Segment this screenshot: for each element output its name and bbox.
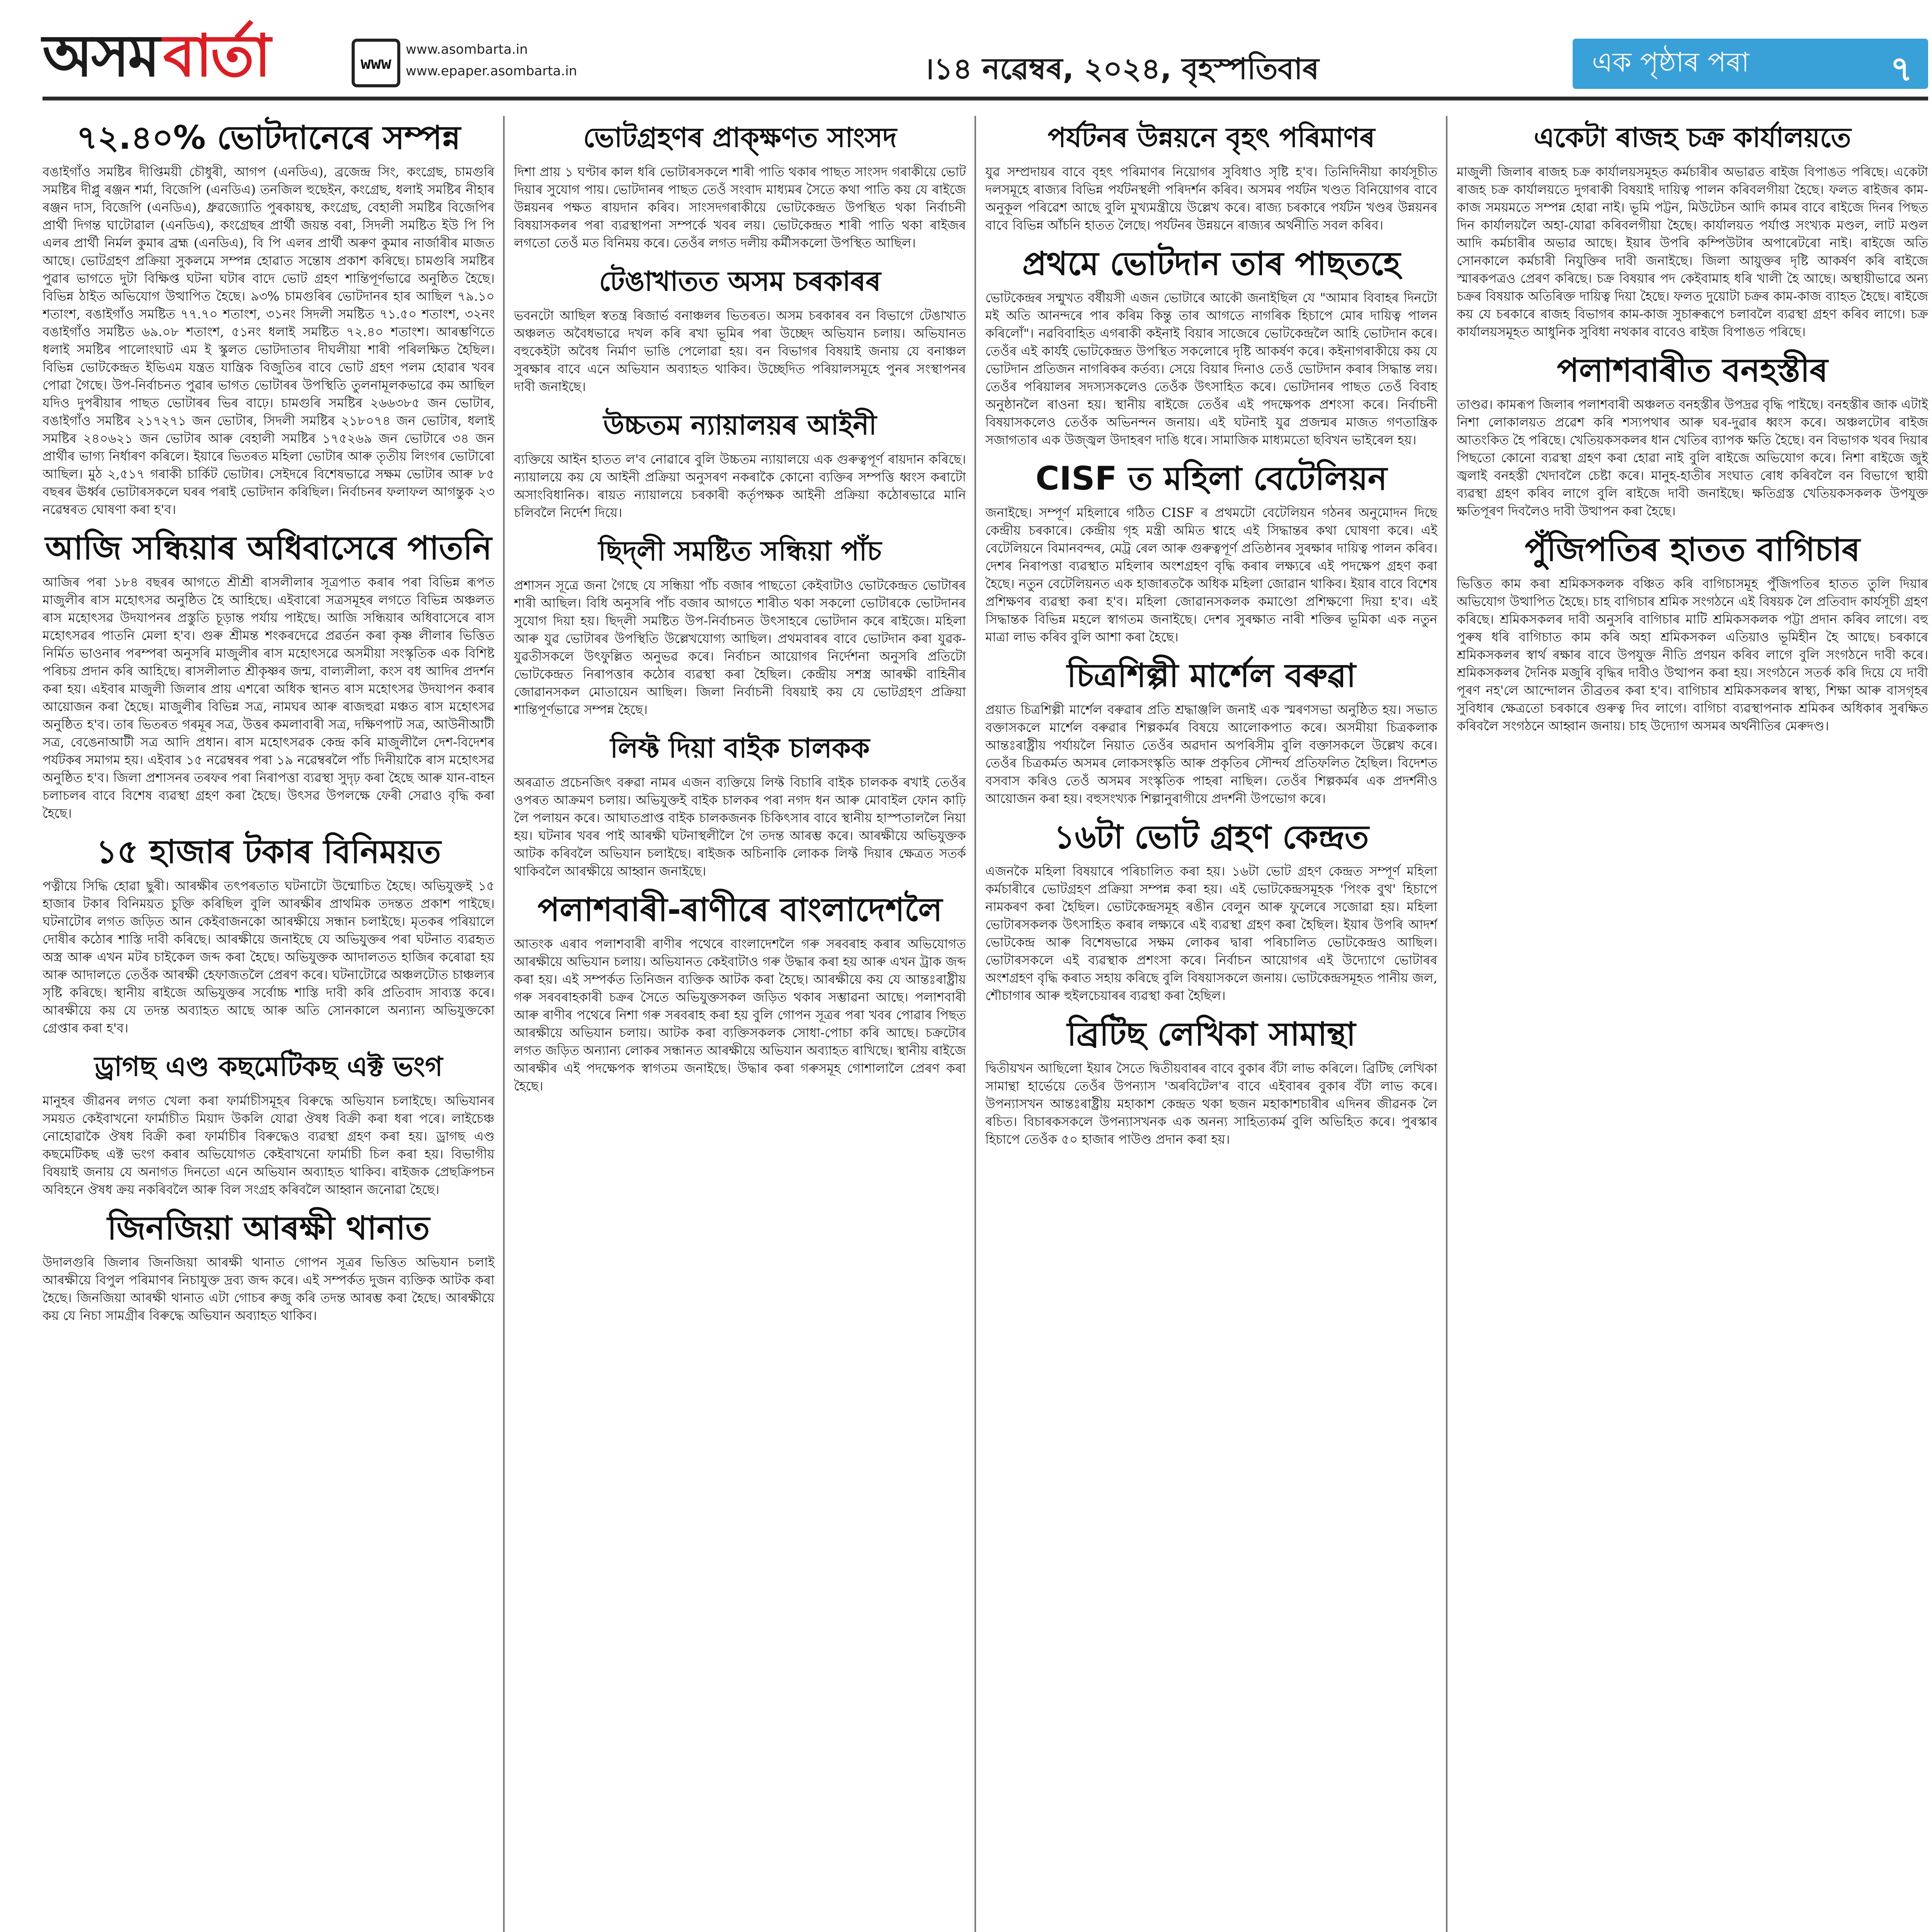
article xyxy=(43,530,495,822)
article-body: প্ৰয়াত চিত্ৰশিল্পী মাৰ্শেল বৰুৱাৰ প্ৰতি শ্ৰদ্ধাঞ্জলি জনাই এক স্মৰণসভা অনুষ্ঠিত হয়। সভাত বক্তাসকলে মাৰ্শেল বৰুৱাৰ শিল্পকৰ্মৰ বিষয়ে আলোকপাত কৰে। অসমীয়া চিত্ৰকলাক আন্তঃৰাষ্ট্ৰীয় পৰ্যায়লৈ নিয়াত তেওঁৰ অৱদান অপৰিসীম বুলি বক্তাসকলে উল্লেখ কৰে। তেওঁৰ চিত্ৰকৰ্মত অসমৰ লোকসংস্কৃতি আৰু প্ৰকৃতিৰ সৌন্দৰ্য প্ৰতিফলিত হৈছিল। বিদেশত বসবাস কৰিও তেওঁ অসমৰ সংস্কৃতিক পাহৰা নাছিল। তেওঁৰ শিল্পকৰ্মৰ এক প্ৰদৰ্শনীও আয়োজন কৰা হয়। বহুসংখ্যক শিল্পানুৰাগীয়ে প্ৰদৰ্শনী উপভোগ কৰে। xyxy=(985,702,1437,806)
article-headline: জিনজিয়া আৰক্ষী থানাত xyxy=(107,1209,430,1247)
continuation-badge xyxy=(1573,39,1928,89)
article xyxy=(1457,120,1928,341)
article-headline: লিফ্ট দিয়া বাইক চালকক xyxy=(610,732,870,764)
article-body: বঙাইগাঁও সমষ্টিৰ দীপ্তিময়ী চৌধুৰী, আগপ (এনডিএ), ব্ৰজেন্দ্ৰ সিং, কংগ্ৰেছ, চামগুৰি সমষ্টিৰ দীপ্লু ৰঞ্জন শৰ্মা, বিজেপি (এনডিএ) তনজিল হুছেইন, কংগ্ৰেছ, ধলাই সমষ্টিৰ নীহাৰ ৰঞ্জন দাস, বিজেপি (এনডিএ), ধ্ৰুৱজ্যোতি পুৰকায়স্থ, কংগ্ৰেছ, বেহালী সমষ্টিৰ বিজেপিৰ প্ৰাৰ্থী দিগন্ত ঘাটোৱাল (এনডিএ), কংগ্ৰেছৰ প্ৰাৰ্থী জয়ন্ত বৰা, সিদলী সমষ্টিত ইউ পি পি এলৰ প্ৰাৰ্থী নিৰ্মল কুমাৰ ব্ৰহ্ম (এনডিএ), বি পি এলৰ প্ৰাৰ্থী অৰুণ কুমাৰ নাৰ্জাৰীৰ মাজত আছে। ভোটগ্ৰহণ প্ৰক্ৰিয়া সুকলমে সম্পন্ন হোৱাত সন্তোষ প্ৰকাশ কৰিছে। চামগুৰি সমষ্টিৰ পুৱাৰ ভাগতে দুটা বিক্ষিপ্ত ঘটনা ঘটাৰ বাদে ভোট গ্ৰহণ শান্তিপূৰ্ণভাৱে অনুষ্ঠিত হৈছে। বিভিন্ন ঠাইত অভিযোগ উত্থাপিত হৈছে। ৯৩% চামগুৰিৰ ভোটদানৰ হাৰ আছিল ৭৯.১০ শতাংশ, বঙাইগাঁও সমষ্টিত ৭৭.৭০ শতাংশ, ৩১নং সিদলী সমষ্টিত ৭১.৫০ শতাংশ, ৩২নং বঙাইগাঁও সমষ্টিত ৬৯.০৮ শতাংশ, ৫১নং ধলাই সমষ্টিত ৭২.৪০ শতাংশ। আৰম্ভণিতে ধলাই সমষ্টিৰ পালোংঘাট এম ই স্কুলত ভোটদাতাৰ দীঘলীয়া শাৰী পৰিলক্ষিত হৈছিল। বিভিন্ন ভোটকেন্দ্ৰত ইভিএম যন্ত্ৰত যান্ত্ৰিক বিজুতিৰ বাবে ভোট গ্ৰহণ পলম হোৱাৰ খবৰ পোৱা গৈছে। উপ-নিৰ্বাচনত পুৱাৰ ভাগত ভোটাৰৰ উপস্থিতি তুলনামূলকভাৱে কম আছিল যদিও দুপৰীয়াৰ পাছত ভোটাৰৰ ভিৰ বাঢ়ে। চামগুৰি সমষ্টিৰ ২৬৬৩৮৫ জন ভোটাৰ, বঙাইগাঁও সমষ্টিৰ ২১৭২৭১ জন ভোটাৰ, সিদলী সমষ্টিৰ ২১৮০৭৪ জন ভোটাৰ, ধলাই সমষ্টিৰ ২৪০৬২১ জন ভোটাৰ আৰু বেহালী সমষ্টিৰ ১৭৫২৬৯ জন ভোটাৰে ৩৪ জন প্ৰাৰ্থীৰ ভাগ্য নিৰ্ধাৰণ কৰিলে। ইয়াৰে ভিতৰত মহিলা ভোটাৰ আৰু তৃতীয় লিংগৰ ভোটাৰো আছিল। মুঠ ২,৫১৭ গৰাকী চাৰ্কিট ভোটাৰ। সেইদৰে বিশেষভাৱে সক্ষম ভোটাৰ আৰু ৮৫ বছৰৰ ঊৰ্ধ্বৰ ভোটাৰসকলে ঘৰৰ পৰাই ভোটদান কৰিছিল। নিৰ্বাচনৰ ফলাফল আগন্তুক ২৩ নৱেম্বৰত ঘোষণা কৰা হ'ব। xyxy=(43,164,495,517)
article xyxy=(514,264,966,396)
article-headline: ভোটগ্ৰহণৰ প্ৰাক্ক্ষণত সাংসদ xyxy=(583,122,897,153)
article-body: তাণ্ডৱ। কামৰূপ জিলাৰ পলাশবাৰী অঞ্চলত বনহস্তীৰ উপদ্ৰৱ বৃদ্ধি পাইছে। বনহস্তীৰ জাক এটাই নিশা লোকালয়ত প্ৰৱেশ কৰি শস্যপথাৰ আৰু ঘৰ-দুৱাৰ ধ্বংস কৰে। অঞ্চলটোৰ ৰাইজ আতংকিত হৈ পৰিছে। খেতিয়কসকলৰ ধান খেতিৰ ব্যাপক ক্ষতি হৈছে। বন বিভাগক খবৰ দিয়াৰ পিছতো কোনো ব্যৱস্থা গ্ৰহণ কৰা হোৱা নাই বুলি ৰাইজে অভিযোগ কৰে। নিশা ৰাইজে জুই জ্বলাই বনহস্তী খেদাবলৈ চেষ্টা কৰে। মানুহ-হাতীৰ সংঘাত ৰোধ কৰিবলৈ বন বিভাগে স্থায়ী ব্যৱস্থা গ্ৰহণ কৰিব লাগে বুলি ৰাইজে দাবী জনাইছে। ক্ষতিগ্ৰস্ত খেতিয়কসকলক উপযুক্ত ক্ষতিপূৰণ দিবলৈও দাবী উত্থাপন কৰা হৈছে। xyxy=(1457,397,1928,519)
article-headline: ৭২.৪০% ভোটদানেৰে সম্পন্ন xyxy=(77,119,461,156)
article-headline: ড্ৰাগছ এণ্ড কছমেটিকছ এক্ট ভংগ xyxy=(94,1051,443,1082)
article-body: এজনকৈ মহিলা বিষয়াৰে পৰিচালিত কৰা হয়। ১৬টা ভোট গ্ৰহণ কেন্দ্ৰত সম্পূৰ্ণ মহিলা কৰ্মচাৰীৰে ভোটগ্ৰহণ প্ৰক্ৰিয়া সম্পন্ন কৰা হয়। এই ভোটকেন্দ্ৰসমূহক 'পিংক বুথ' হিচাপে নামকৰণ কৰা হৈছিল। ভোটকেন্দ্ৰসমূহ ৰঙীন বেলুন আৰু ফুলেৰে সজোৱা হয়। মহিলা ভোটাৰসকলক উৎসাহিত কৰাৰ লক্ষ্যৰে এই ব্যৱস্থা গ্ৰহণ কৰা হৈছিল। ইয়াৰ উপৰি আদৰ্শ ভোটকেন্দ্ৰ আৰু বিশেষভাৱে সক্ষম লোকৰ দ্বাৰা পৰিচালিত ভোটকেন্দ্ৰও আছিল। ভোটাৰসকলে এই ব্যৱস্থাক প্ৰশংসা কৰে। নিৰ্বাচন আয়োগৰ এই উদ্যোগে ভোটাৰৰ অংশগ্ৰহণ বৃদ্ধি কৰাত সহায় কৰিছে বুলি বিষয়াসকলে জনায়। ভোটকেন্দ্ৰসমূহত পানীয় জল, শৌচাগাৰ আৰু হুইলচেয়াৰৰ ব্যৱস্থা কৰা হৈছিল। xyxy=(985,864,1437,1003)
column-divider xyxy=(1446,116,1447,1932)
article xyxy=(43,834,495,1037)
article xyxy=(1457,532,1928,735)
article-headline: আজি সন্ধিয়াৰ অধিবাসেৰে পাতনি xyxy=(45,529,492,567)
article-headline: ১৬টা ভোট গ্ৰহণ কেন্দ্ৰত xyxy=(1054,818,1369,856)
issue-date: ।১৪ নৱেম্বৰ, ২০২৪, বৃহস্পতিবাৰ xyxy=(923,51,1319,86)
article-body: মাজুলী জিলাৰ ৰাজহ চক্ৰ কাৰ্যালয়সমূহত কৰ্মচাৰীৰ অভাৱত ৰাইজ বিপাঙত পৰিছে। একেটা ৰাজহ চক্ৰ কাৰ্যালয়তে দুগৰাকী বিষয়াই দায়িত্ব পালন কৰিবলগীয়া হৈছে। ফলত ৰাইজৰ কাম-কাজ সময়মতে সম্পন্ন হোৱা নাই। ভূমি পট্টন, মিউটেচন আদি কামৰ বাবে ৰাইজে দিনৰ পিছত দিন কাৰ্যালয়লৈ অহা-যোৱা কৰিবলগীয়া হৈছে। কাৰ্যালয়ত পৰ্যাপ্ত সংখ্যক মণ্ডল, লাট মণ্ডল আদি কৰ্মচাৰীৰ অভাৱ আছে। ইয়াৰ উপৰি কম্পিউটাৰ অপাৰেটৰো নাই। ৰাইজে অতি সোনকালে কৰ্মচাৰী নিযুক্তিৰ দাবী জনাইছে। জিলা আয়ুক্তৰ দৃষ্টি আকৰ্ষণ কৰি ৰাইজে স্মাৰকপত্ৰও প্ৰেৰণ কৰিছে। চক্ৰ বিষয়াৰ পদ কেইবামাহ ধৰি খালী হৈ আছে। অস্থায়ীভাৱে অন্য চক্ৰৰ বিষয়াক অতিৰিক্ত দায়িত্ব দিয়া হৈছে। ফলত দুয়োটা চক্ৰৰ কাম-কাজ ব্যাহত হৈছে। ৰাইজে কয় যে চৰকাৰে ৰাজহ বিভাগৰ কাম-কাজ সুচাৰুৰূপে চলাবলৈ ব্যৱস্থা গ্ৰহণ কৰিব লাগে। চক্ৰ কাৰ্যালয়সমূহত আধুনিক সুবিধা নথকাৰ বাবেও ৰাইজ বিপাঙত পৰিছে। xyxy=(1457,164,1928,339)
article-body: ভিত্তিত কাম কৰা শ্ৰমিকসকলক বঞ্চিত কৰি বাগিচাসমূহ পুঁজিপতিৰ হাতত তুলি দিয়াৰ অভিযোগ উত্থাপিত হৈছে। চাহ বাগিচাৰ শ্ৰমিক সংগঠনে এই বিষয়ক লৈ প্ৰতিবাদ কাৰ্যসূচী গ্ৰহণ কৰিছে। শ্ৰমিকসকলৰ দাবী অনুসৰি বাগিচাৰ মাটি শ্ৰমিকসকলক পট্টা প্ৰদান কৰিব লাগে। বহু পুৰুষ ধৰি বাগিচাত কাম কৰি অহা শ্ৰমিকসকল এতিয়াও ভূমিহীন হৈ আছে। চৰকাৰে শ্ৰমিকসকলৰ স্বাৰ্থ ৰক্ষাৰ বাবে উপযুক্ত নীতি প্ৰণয়ন কৰিব লাগে বুলি সংগঠনে দাবী কৰে। শ্ৰমিকসকলৰ দৈনিক মজুৰি বৃদ্ধিৰ দাবীও উত্থাপন কৰা হয়। সংগঠনে সতৰ্ক কৰি দিয়ে যে দাবী পূৰণ নহ'লে আন্দোলন তীব্ৰতৰ কৰা হ'ব। বাগিচাৰ শ্ৰমিকসকলৰ স্বাস্থ্য, শিক্ষা আৰু বাসগৃহৰ সুবিধাৰ ক্ষেত্ৰতো চৰকাৰে গুৰুত্ব দিব লাগে। বাগিচা ব্যৱস্থাপনাক শ্ৰমিকৰ অধিকাৰ সুৰক্ষিত কৰিবলৈ সংগঠনে আহ্বান জনায়। চাহ উদ্যোগ অসমৰ অৰ্থনীতিৰ মেৰুদণ্ড। xyxy=(1457,576,1928,733)
article xyxy=(985,819,1437,1005)
article xyxy=(985,246,1437,449)
article-body: ভোটকেন্দ্ৰৰ সন্মুখত বৰ্ষীয়সী এজন ভোটাৰে আকৌ জনাইছিল যে "আমাৰ বিবাহৰ দিনটো মই অতি আনন্দৰে পাৰ কৰিম কিন্তু তাৰ আগতে নাগৰিক হিচাপে মোৰ দায়িত্ব পালন কৰিলোঁ"। নৱবিবাহিত এগৰাকী কইনাই বিয়াৰ সাজেৰে ভোটকেন্দ্ৰলৈ আহি ভোটদান কৰে। তেওঁৰ এই কাৰ্যই ভোটকেন্দ্ৰত উপস্থিত সকলোৰে দৃষ্টি আকৰ্ষণ কৰে। কইনাগৰাকীয়ে কয় যে ভোটদান প্ৰতিজন নাগৰিকৰ কৰ্তব্য। সেয়ে বিয়াৰ দিনাও তেওঁ ভোটদান কৰাৰ সিদ্ধান্ত লয়। তেওঁৰ পৰিয়ালৰ সদস্যসকলেও তেওঁক উৎসাহিত কৰে। ভোটদানৰ পাছত তেওঁ বিবাহ অনুষ্ঠানলৈ ৰাওনা হয়। স্থানীয় ৰাইজে তেওঁৰ এই পদক্ষেপক প্ৰশংসা কৰে। নিৰ্বাচনী বিষয়াসকলেও তেওঁক অভিনন্দন জনায়। এই ঘটনাই যুৱ প্ৰজন্মৰ মাজত গণতান্ত্ৰিক সজাগতাৰ এক উজ্জ্বল উদাহৰণ দাঙি ধৰে। সামাজিক মাধ্যমতো ছবিখন ভাইৰেল হয়। xyxy=(985,290,1437,447)
column-divider xyxy=(975,116,976,1932)
article-body: মানুহৰ জীৱনৰ লগত খেলা কৰা ফাৰ্মাচীসমূহৰ বিৰুদ্ধে অভিযান চলাইছে। অভিযানৰ সময়ত কেইবাখনো ফাৰ্মাচীত মিয়াদ উকলি যোৱা ঔষধ বিক্ৰী কৰা ধৰা পৰে। লাইচেঞ্চ নোহোৱাকৈ ঔষধ বিক্ৰী কৰা ফাৰ্মাচীৰ বিৰুদ্ধেও ব্যৱস্থা গ্ৰহণ কৰা হয়। ড্ৰাগছ এণ্ড কছমেটিকছ এক্ট ভংগ কৰাৰ অভিযোগত কেইবাখনো ফাৰ্মাচী চিল কৰা হয়। বিভাগীয় বিষয়াই জনায় যে অনাগত দিনতো এনে অভিযান অব্যাহত থাকিব। ৰাইজক প্ৰেছক্ৰিপচন অবিহনে ঔষধ ক্ৰয় নকৰিবলৈ আৰু বিল সংগ্ৰহ কৰিবলৈ আহ্বান জনোৱা হৈছে। xyxy=(43,1093,495,1197)
article-body: দিশা প্ৰায় ১ ঘণ্টাৰ কাল ধৰি ভোটাৰসকলে শাৰী পাতি থকাৰ পাছত সাংসদ গৰাকীয়ে ভোট দিয়াৰ সুযোগ পায়। ভোটদানৰ পাছত তেওঁ সংবাদ মাধ্যমৰ সৈতে কথা পাতি কয় যে ৰাইজে উন্নয়নৰ পক্ষত ৰায়দান কৰিব। সাংসদগৰাকীয়ে ভোটকেন্দ্ৰত উপস্থিত থকা নিৰ্বাচনী বিষয়াসকলৰ পৰা ব্যৱস্থাপনা সম্পৰ্কে খবৰ লয়। ভোটকেন্দ্ৰত শাৰী পাতি থকা ৰাইজৰ লগতো তেওঁ মত বিনিময় কৰে। তেওঁৰ লগত দলীয় কৰ্মীসকলো উপস্থিত আছিল। xyxy=(514,164,966,250)
article-headline: পলাশবাৰী-ৰাণীৰে বাংলাদেশলৈ xyxy=(537,891,942,929)
article xyxy=(1457,352,1928,520)
web-icon-label: www xyxy=(361,53,391,73)
article xyxy=(985,461,1437,646)
continuation-label: এক পৃষ্ঠাৰ পৰা xyxy=(1592,46,1749,78)
website-url[interactable]: www.asombarta.in xyxy=(406,42,528,57)
column-2 xyxy=(514,116,966,1932)
article-body: প্ৰশাসন সূত্ৰে জনা গৈছে যে সন্ধিয়া পাঁচ বজাৰ পাছতো কেইবাটাও ভোটকেন্দ্ৰত ভোটাৰৰ শাৰী আছিল। বিধি অনুসৰি পাঁচ বজাৰ আগতে শাৰীত থকা সকলো ভোটাৰকে ভোটদানৰ সুযোগ দিয়া হয়। ছিদ্লী সমষ্টিত উপ-নিৰ্বাচনত উৎসাহৰে ভোটদান কৰে ৰাইজে। মহিলা আৰু যুৱ ভোটাৰৰ উপস্থিতি উল্লেখযোগ্য আছিল। প্ৰথমবাৰৰ বাবে ভোটদান কৰা যুৱক-যুৱতীসকলে উৎফুল্লিত অনুভৱ কৰে। নিৰ্বাচন আয়োগৰ নিৰ্দেশনা অনুসৰি প্ৰতিটো ভোটকেন্দ্ৰত নিৰাপত্তাৰ কঠোৰ ব্যৱস্থা কৰা হৈছিল। কেন্দ্ৰীয় সশস্ত্ৰ আৰক্ষী বাহিনীৰ জোৱানসকল মোতায়েন আছিল। জিলা নিৰ্বাচনী বিষয়াই কয় যে ভোটগ্ৰহণ প্ৰক্ৰিয়া শান্তিপূৰ্ণভাৱে সম্পন্ন হৈছে। xyxy=(514,578,966,717)
article-headline: উচ্চতম ন্যায়ালয়ৰ আইনী xyxy=(603,409,877,441)
article-headline: ছিদ্লী সমষ্টিত সন্ধিয়া পাঁচ xyxy=(598,535,882,567)
article-body: আতংক এৰাব পলাশবাৰী ৰাণীৰ পথেৰে বাংলাদেশলৈ গৰু সৰবৰাহ কৰাৰ অভিযোগত আৰক্ষীয়ে অভিযান চলায়। অভিযানত কেইবাটাও গৰু উদ্ধাৰ কৰা হয় আৰু এখন ট্ৰাক জব্দ কৰা হয়। এই সম্পৰ্কত তিনিজন ব্যক্তিক আটক কৰা হৈছে। আৰক্ষীয়ে কয় যে আন্তঃৰাষ্ট্ৰীয় গৰু সৰবৰাহকাৰী চক্ৰৰ সৈতে অভিযুক্তসকল জড়িত থকাৰ সম্ভাৱনা আছে। পলাশবাৰী আৰু ৰাণীৰ পথেৰে নিশা গৰু সৰবৰাহ কৰা হয় বুলি গোপন সূত্ৰৰ পৰা খবৰ পোৱাৰ পিছত আৰক্ষীয়ে অভিযান চলায়। আটক কৰা ব্যক্তিসকলক সোধা-পোচা কৰি আছে। চক্ৰটোৰ লগত জড়িত অন্যান্য লোকৰ সন্ধানত আৰক্ষীয়ে অভিযান অব্যাহত ৰাখিছে। স্থানীয় ৰাইজে আৰক্ষীৰ এই পদক্ষেপক স্বাগতম জনাইছে। উদ্ধাৰ কৰা গৰুসমূহ গোশালালৈ প্ৰেৰণ কৰা হৈছে। xyxy=(514,936,966,1094)
article-body: পত্নীয়ে সিদ্ধি হোৱা ছুৰী। আৰক্ষীৰ তৎপৰতাত ঘটনাটো উন্মোচিত হৈছে। অভিযুক্তই ১৫ হাজাৰ টকাৰ বিনিময়ত চুক্তি কৰিছিল বুলি আৰক্ষীৰ প্ৰাথমিক তদন্তত প্ৰকাশ পাইছে। ঘটনাটোৰ লগত জড়িত আন কেইবাজনকো আৰক্ষীয়ে সন্ধান চলাইছে। মৃতকৰ পৰিয়ালে দোষীৰ কঠোৰ শাস্তি দাবী কৰিছে। আৰক্ষীয়ে জনাইছে যে অভিযুক্তৰ পৰা ঘটনাত ব্যৱহৃত অস্ত্ৰ আৰু এখন মটৰ চাইকেল জব্দ কৰা হৈছে। অভিযুক্তক আদালতত হাজিৰ কৰোৱা হয় আৰু আদালতে তেওঁক আৰক্ষী হেফাজতলৈ প্ৰেৰণ কৰে। ঘটনাটোৱে অঞ্চলটোত চাঞ্চল্যৰ সৃষ্টি কৰিছে। স্থানীয় ৰাইজে অভিযুক্তৰ সৰ্বোচ্চ শাস্তি দাবী কৰি প্ৰতিবাদ সাব্যস্ত কৰে। আৰক্ষীয়ে কয় যে তদন্ত অব্যাহত আছে আৰু অতি সোনকালে অন্যান্য অভিযুক্তকো গ্ৰেপ্তাৰ কৰা হ'ব। xyxy=(43,878,495,1036)
web-icon xyxy=(352,39,400,87)
article xyxy=(985,658,1437,808)
article-headline: প্ৰথমে ভোটদান তাৰ পাছতহে xyxy=(1022,245,1401,282)
article-body: দ্বিতীয়খন আছিলো ইয়াৰ সৈতে দ্বিতীয়বাৰৰ বাবে বুকাৰ বঁটা লাভ কৰিলে। ব্ৰিটিছ লেখিকা সামান্থা হাৰ্ভেয়ে তেওঁৰ উপন্যাস 'অৰবিটেল'ৰ বাবে এইবাৰৰ বুকাৰ বঁটা লাভ কৰে। উপন্যাসখন আন্তঃৰাষ্ট্ৰীয় মহাকাশ কেন্দ্ৰত থকা ছজন মহাকাশচাৰীৰ এদিনৰ জীৱনক লৈ ৰচিত। বিচাৰকসকলে উপন্যাসখনক এক অনন্য সাহিত্যকৰ্ম বুলি অভিহিত কৰে। পুৰস্কাৰ হিচাপে তেওঁক ৫০ হাজাৰ পাউণ্ড প্ৰদান কৰা হয়। xyxy=(985,1061,1437,1147)
article xyxy=(985,1016,1437,1148)
article-body: জনাইছে। সম্পূৰ্ণ মহিলাৰে গঠিত CISF ৰ প্ৰথমটো বেটেলিয়ন গঠনৰ অনুমোদন দিছে কেন্দ্ৰীয় চৰকাৰে। কেন্দ্ৰীয় গৃহ মন্ত্ৰী অমিত শ্বাহে এই সিদ্ধান্তৰ কথা ঘোষণা কৰে। এই বেটেলিয়নে বিমানবন্দৰ, মেট্ৰ ৰেল আৰু গুৰুত্বপূৰ্ণ প্ৰতিষ্ঠানৰ সুৰক্ষাৰ দায়িত্ব পালন কৰিব। দেশৰ নিৰাপত্তা ব্যৱস্থাত মহিলাৰ অংশগ্ৰহণ বৃদ্ধি কৰাৰ লক্ষ্যৰে এই পদক্ষেপ গ্ৰহণ কৰা হৈছে। নতুন বেটেলিয়নত এক হাজাৰতকৈ অধিক মহিলা জোৱান থাকিব। ইয়াৰ বাবে বিশেষ প্ৰশিক্ষণৰ ব্যৱস্থা কৰা হ'ব। মহিলা জোৱানসকলক কমাণ্ডো প্ৰশিক্ষণো দিয়া হ'ব। এই সিদ্ধান্তক বিভিন্ন মহলে স্বাগতম জনাইছে। দেশৰ সুৰক্ষাত নাৰী শক্তিৰ ভূমিকা এক নতুন মাত্ৰা লাভ কৰিব বুলি আশা কৰা হৈছে। xyxy=(985,505,1437,645)
article xyxy=(514,120,966,252)
newspaper-logo[interactable] xyxy=(43,22,270,93)
article xyxy=(43,120,495,519)
column-3 xyxy=(985,116,1437,1932)
article-headline: ১৫ হাজাৰ টকাৰ বিনিময়ত xyxy=(96,833,441,871)
article-body: ব্যক্তিয়ে আইন হাতত ল'ব নোৱাৰে বুলি উচ্চতম ন্যায়ালয়ে এক গুৰুত্বপূৰ্ণ ৰায়দান কৰিছে। ন্যায়ালয়ে কয় যে আইনী প্ৰক্ৰিয়া অনুসৰণ নকৰাকৈ কোনো ব্যক্তিৰ সম্পত্তি ধ্বংস কৰাটো অসাংবিধানিক। ৰায়ত ন্যায়ালয়ে চৰকাৰী কৰ্তৃপক্ষক আইনী প্ৰক্ৰিয়া কঠোৰভাৱে মানি চলিবলৈ নিৰ্দেশ দিয়ে। xyxy=(514,452,966,520)
article-headline: চিত্ৰশিল্পী মাৰ্শেল বৰুৱা xyxy=(1067,656,1356,694)
website-links xyxy=(406,39,577,82)
article-body: যুৱ সম্প্ৰদায়ৰ বাবে বৃহৎ পৰিমাণৰ নিয়োগৰ সুবিধাও সৃষ্টি হ'ব। তিনিদিনীয়া কাৰ্যসূচীত দলসমূহে ৰাজ্যৰ বিভিন্ন পৰ্যটনস্থলী পৰিদৰ্শন কৰিব। অসমৰ পৰ্যটন খণ্ডত বিনিয়োগৰ বাবে অনুকূল পৰিৱেশ আছে বুলি মুখ্যমন্ত্ৰীয়ে উল্লেখ কৰে। ৰাজ্য চৰকাৰে পৰ্যটন খণ্ডৰ উন্নয়নৰ বাবে বিভিন্ন আঁচনি হাতত লৈছে। পৰ্যটনৰ উন্নয়নে ৰাজ্যৰ অৰ্থনীতি সবল কৰিব। xyxy=(985,164,1437,233)
article-body: উদালগুৰি জিলাৰ জিনজিয়া আৰক্ষী থানাত গোপন সূত্ৰৰ ভিত্তিত অভিযান চলাই আৰক্ষীয়ে বিপুল পৰিমাণৰ নিচাযুক্ত দ্ৰব্য জব্দ কৰে। এই সম্পৰ্কত দুজন ব্যক্তিক আটক কৰা হৈছে। জিনজিয়া আৰক্ষী থানাত এটা গোচৰ ৰুজু কৰি তদন্ত আৰম্ভ কৰা হৈছে। আৰক্ষীয়ে কয় যে নিচা সামগ্ৰীৰ বিৰুদ্ধে অভিযান অব্যাহত থাকিব। xyxy=(43,1255,495,1323)
article-headline: CISF ত মহিলা বেটেলিয়ন xyxy=(1036,459,1387,497)
column-1 xyxy=(43,116,495,1932)
article xyxy=(514,407,966,522)
article-headline: পুঁজিপতিৰ হাতত বাগিচাৰ xyxy=(1525,531,1860,568)
article-headline: টেঙাখাতত অসম চৰকাৰৰ xyxy=(599,265,881,297)
article xyxy=(514,730,966,880)
column-divider xyxy=(503,116,505,1932)
article-body: অৰত্ৰাত প্ৰচেনজিৎ বৰুৱা নামৰ এজন ব্যক্তিয়ে লিফ্ট বিচাৰি বাইক চালকক ৰখাই তেওঁৰ ওপৰত আক্ৰমণ চলায়। অভিযুক্তই বাইক চালকৰ পৰা নগদ ধন আৰু মোবাইল ফোন কাঢ়ি লৈ পলায়ন কৰে। আঘাতপ্ৰাপ্ত বাইক চালকজনক চিকিৎসাৰ বাবে স্থানীয় হাস্পতাললৈ নিয়া হয়। ঘটনাৰ খবৰ পাই আৰক্ষী ঘটনাস্থলীলৈ গৈ তদন্ত আৰম্ভ কৰে। আৰক্ষীয়ে অভিযুক্তক আটক কৰিবলৈ অভিযান চলাইছে। ৰাইজক অচিনাকি লোকক লিফ্ট দিয়াৰ ক্ষেত্ৰত সতৰ্ক থাকিবলৈ আৰক্ষীয়ে আহ্বান জনাইছে। xyxy=(514,775,966,879)
article-headline: পলাশবাৰীত বনহস্তীৰ xyxy=(1557,351,1828,389)
masthead-divider xyxy=(43,97,1928,100)
epaper-url[interactable]: www.epaper.asombarta.in xyxy=(406,63,577,79)
logo-text-part1: অসম xyxy=(43,22,159,90)
article xyxy=(985,120,1437,234)
article-headline: পৰ্যটনৰ উন্নয়নে বৃহৎ পৰিমাণৰ xyxy=(1048,122,1375,153)
article xyxy=(43,1210,495,1325)
logo-text-part2: বাৰ্তা xyxy=(163,22,270,90)
article-body: ভবনটো আছিল স্বতন্ত্ৰ ৰিজাৰ্ভ বনাঞ্চলৰ ভিতৰত। অসম চৰকাৰৰ বন বিভাগে টেঙাখাত অঞ্চলত অবৈধভাৱে দখল কৰি ৰখা ভূমিৰ পৰা উচ্ছেদ অভিযান চলায়। অভিযানত বহুকেইটা অবৈধ নিৰ্মাণ ভাঙি পেলোৱা হয়। বন বিভাগৰ বিষয়াই জনায় যে বনাঞ্চল সুৰক্ষাৰ বাবে এনে অভিযান অব্যাহত থাকিব। উচ্ছেদিত পৰিয়ালসমূহে পুনৰ সংস্থাপনৰ দাবী জনাইছে। xyxy=(514,308,966,394)
article xyxy=(43,1049,495,1199)
column-4 xyxy=(1457,116,1928,1932)
page-number: ৭ xyxy=(1890,49,1913,89)
article xyxy=(514,892,966,1095)
article-headline: ব্ৰিটিছ লেখিকা সামান্থা xyxy=(1067,1015,1356,1053)
article-body: আজিৰ পৰা ১৮৪ বছৰৰ আগতে শ্ৰীশ্ৰী ৰাসলীলাৰ সূত্ৰপাত কৰাৰ পৰা বিভিন্ন ৰূপত মাজুলীৰ ৰাস মহোৎসৱ অনুষ্ঠিত হৈ আহিছে। এইবাৰো সত্ৰসমূহৰ লগতে বিভিন্ন অঞ্চলত ৰাস মহোৎসৱ উদযাপনৰ প্ৰস্তুতি চূড়ান্ত পৰ্যায় পাইছে। আজি সন্ধিয়াৰ অধিবাসেৰে ৰাস মহোৎসৱৰ পাতনি মেলা হ'ব। গুৰু শ্ৰীমন্ত শংকৰদেৱে প্ৰৱৰ্তন কৰা কৃষ্ণ লীলাৰ ভিত্তিত নিৰ্মিত ভাওনাৰ পৰম্পৰা অনুসৰি মাজুলীৰ ৰাস মহোৎসৱে অসমীয়া সংস্কৃতিক এক বিশিষ্ট পৰিচয় প্ৰদান কৰি আহিছে। ৰাসলীলাত শ্ৰীকৃষ্ণৰ জন্ম, বাল্যলীলা, কংস বধ আদিৰ প্ৰদৰ্শন কৰা হয়। এইবাৰ মাজুলী জিলাৰ প্ৰায় এশৰো অধিক স্থানত ৰাস মহোৎসৱ উদযাপন কৰাৰ আয়োজন কৰা হৈছে। মাজুলীৰ বিভিন্ন সত্ৰ, নামঘৰ আৰু ৰাজহুৱা মঞ্চত ৰাস মহোৎসৱ অনুষ্ঠিত হ'ব। তাৰ ভিতৰত গৰমূৰ সত্ৰ, উত্তৰ কমলাবাৰী সত্ৰ, দক্ষিণপাট সত্ৰ, আউনীআটী সত্ৰ, বেঙেনাআটী সত্ৰ আদি প্ৰধান। ৰাস মহোৎসৱক কেন্দ্ৰ কৰি মাজুলীলৈ দেশ-বিদেশৰ পৰ্যটকৰ সমাগম হয়। এইবাৰ ১৫ নৱেম্বৰৰ পৰা ১৯ নৱেম্বৰলৈ পাঁচ দিনীয়াকৈ ৰাস মহোৎসৱ অনুষ্ঠিত হ'ব। জিলা প্ৰশাসনৰ তৰফৰ পৰা নিৰাপত্তা ব্যৱস্থা সুদৃঢ় কৰা হৈছে আৰু যান-বাহন চলাচলৰ বাবে বিশেষ ব্যৱস্থা গ্ৰহণ কৰা হৈছে। উৎসৱ উপলক্ষে ফেৰী সেৱাও বৃদ্ধি কৰা হৈছে। xyxy=(43,575,495,821)
article-headline: একেটা ৰাজহ চক্ৰ কাৰ্যালয়তে xyxy=(1534,122,1851,153)
article xyxy=(514,533,966,719)
